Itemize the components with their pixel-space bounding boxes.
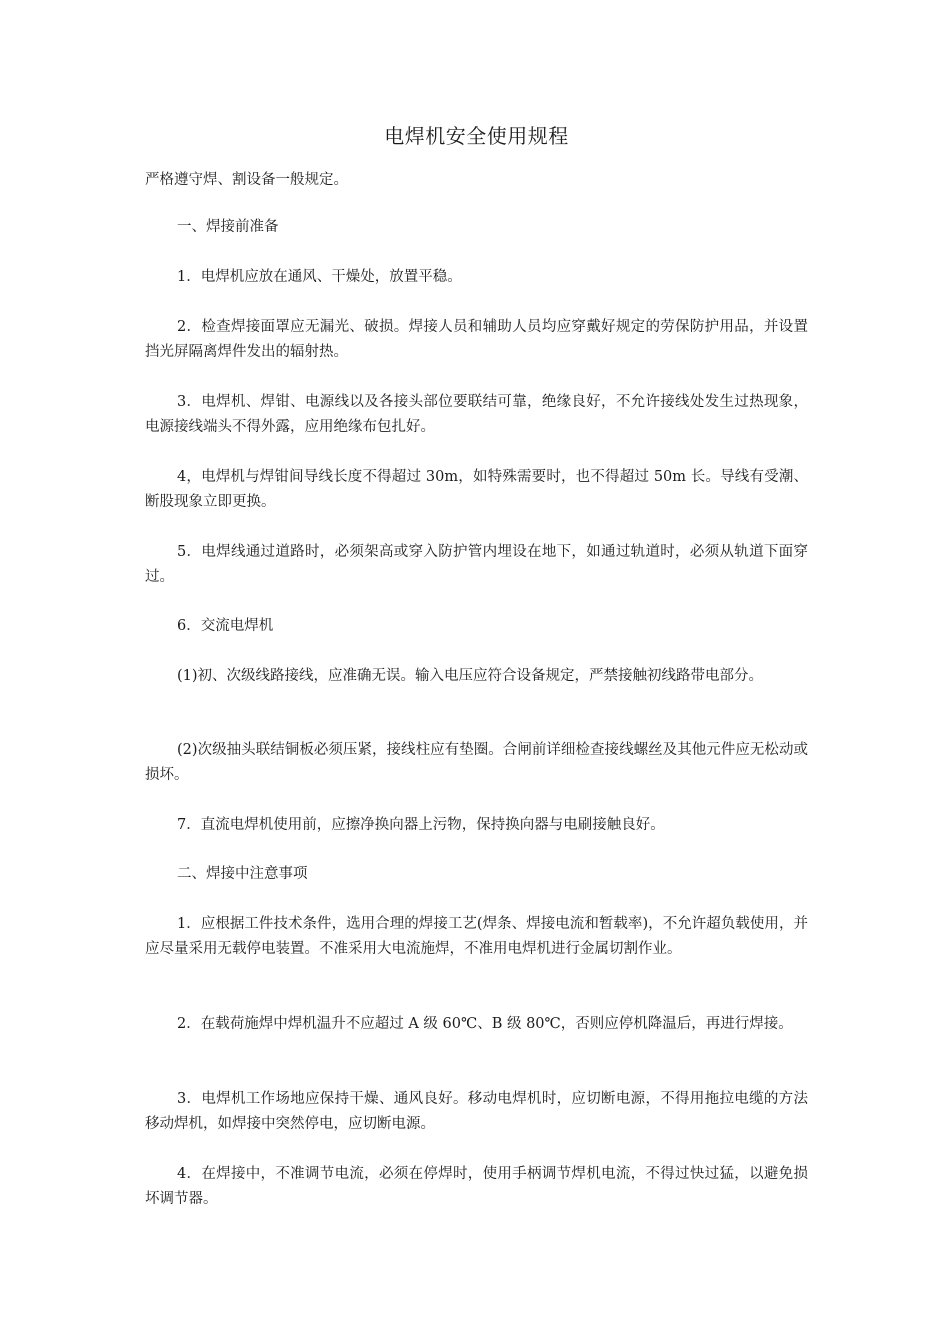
section-heading-1: 一、焊接前准备 (177, 219, 279, 235)
paragraph: 1．电焊机应放在通风、干燥处，放置平稳。 (177, 269, 462, 285)
paragraph: (2)次级抽头联结铜板必须压紧，接线柱应有垫圈。合闸前详细检查接线螺丝及其他元件应无松动或损坏。 (145, 742, 808, 783)
paragraph: 2．在载荷施焊中焊机温升不应超过 A 级 60℃、B 级 80℃，否则应停机降温后，再进行焊接。 (177, 1016, 793, 1032)
paragraph: 4，电焊机与焊钳间导线长度不得超过 30m，如特殊需要时，也不得超过 50m 长。导线有受潮、断股现象立即更换。 (145, 469, 808, 510)
paragraph: 1．应根据工件技术条件，选用合理的焊接工艺(焊条、焊接电流和暂载率)，不允许超负载使用，并应尽量采用无载停电装置。不准采用大电流施焊，不准用电焊机进行金属切割作业。 (145, 916, 808, 957)
paragraph: 4．在焊接中，不准调节电流，必须在停焊时，使用手柄调节焊机电流，不得过快过猛，以避免损坏调节器。 (145, 1166, 808, 1207)
section-heading-2: 二、焊接中注意事项 (177, 866, 308, 882)
paragraph: 7．直流电焊机使用前，应擦净换向器上污物，保持换向器与电刷接触良好。 (177, 817, 665, 833)
paragraph: (1)初、次级线路接线，应准确无误。输入电压应符合设备规定，严禁接触初线路带电部分。 (177, 668, 764, 684)
paragraph: 5．电焊线通过道路时，必须架高或穿入防护管内埋设在地下，如通过轨道时，必须从轨道下面穿过。 (145, 544, 808, 585)
paragraph: 6．交流电焊机 (177, 618, 274, 634)
document-title: 电焊机安全使用规程 (384, 124, 569, 148)
paragraph: 2．检查焊接面罩应无漏光、破损。焊接人员和辅助人员均应穿戴好规定的劳保防护用品，并设置挡光屏隔离焊件发出的辐射热。 (145, 319, 808, 360)
intro-line: 严格遵守焊、割设备一般规定。 (145, 172, 348, 188)
paragraph: 3．电焊机工作场地应保持干燥、通风良好。移动电焊机时，应切断电源，不得用拖拉电缆的方法移动焊机，如焊接中突然停电，应切断电源。 (145, 1091, 808, 1132)
paragraph: 3．电焊机、焊钳、电源线以及各接头部位要联结可靠，绝缘良好，不允许接线处发生过热现象，电源接线端头不得外露，应用绝缘布包扎好。 (145, 394, 808, 435)
document-page (145, 0, 808, 1344)
